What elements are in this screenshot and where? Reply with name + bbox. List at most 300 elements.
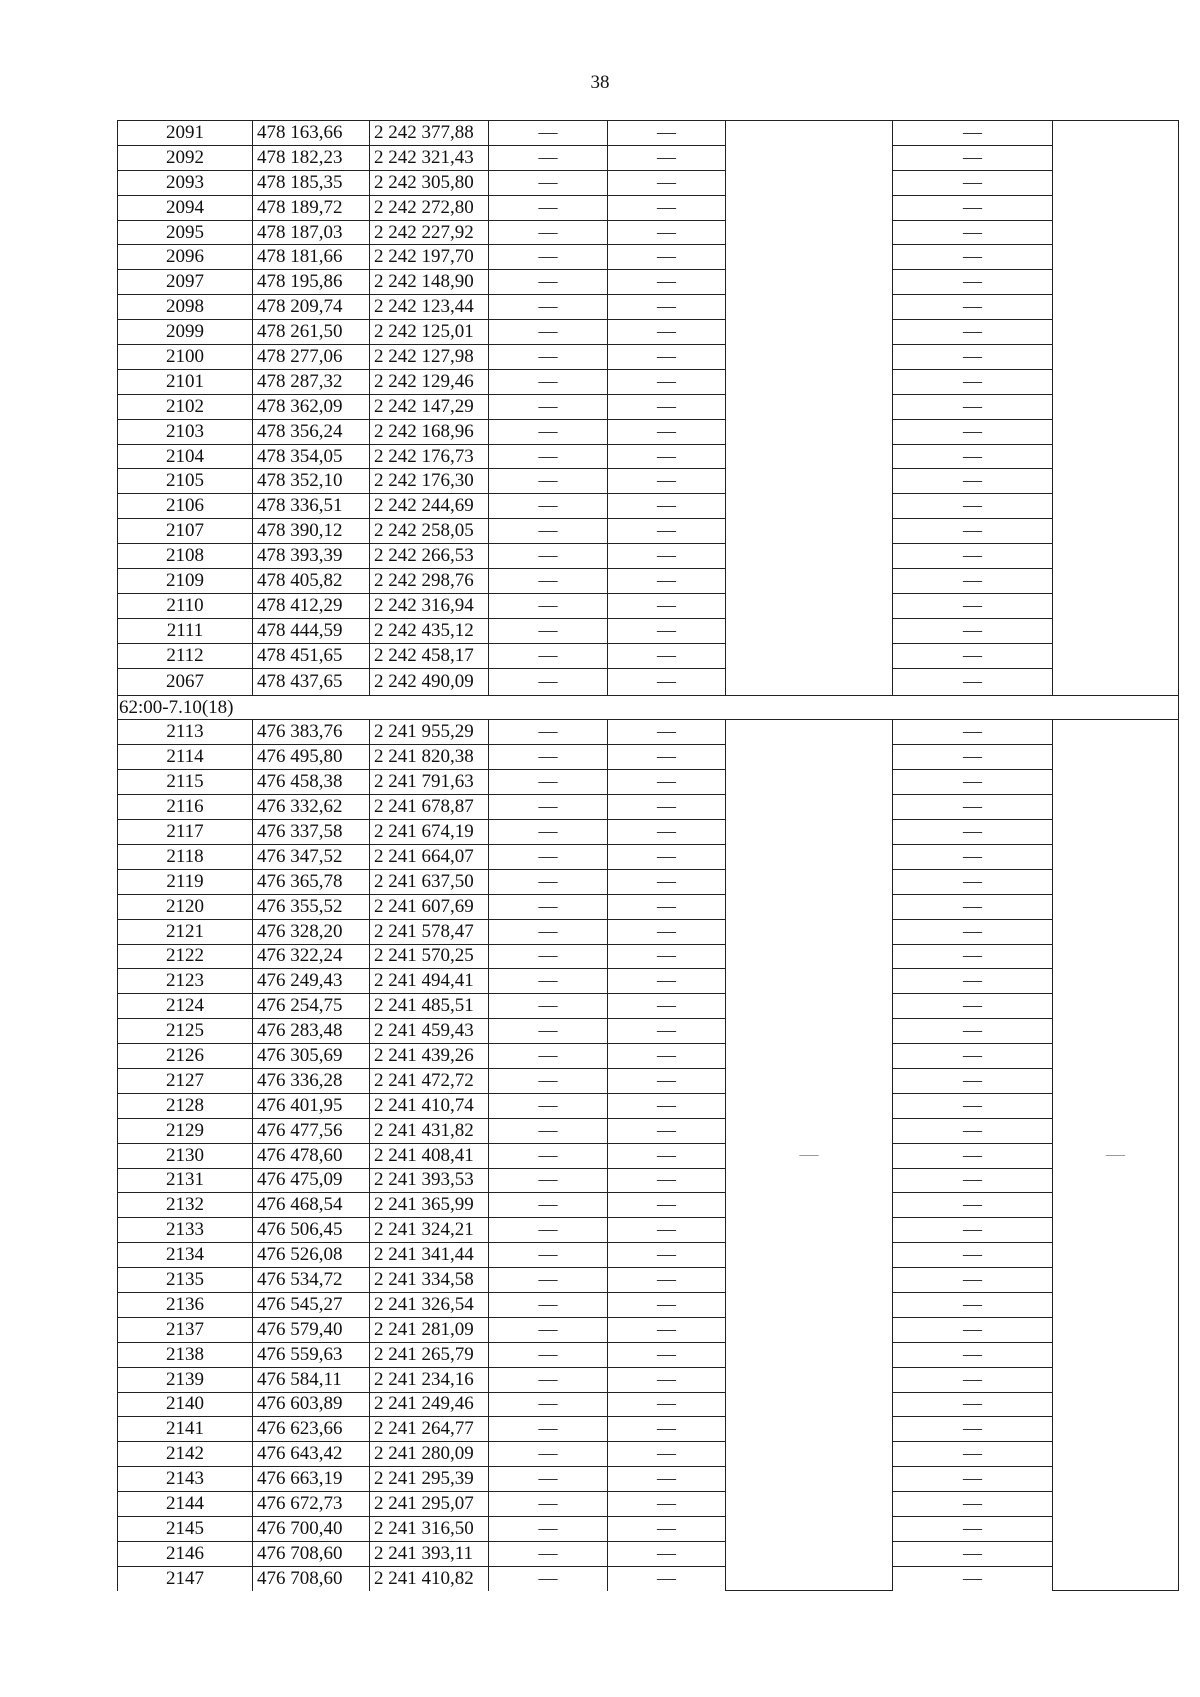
dash-cell: — (608, 394, 726, 419)
dash-cell: — (893, 419, 1053, 444)
y-coordinate-cell: 2 241 607,69 (370, 894, 489, 919)
dash-cell: — (893, 220, 1053, 245)
y-coordinate-cell: 2 241 393,11 (370, 1541, 489, 1566)
y-coordinate-cell: 2 241 264,77 (370, 1417, 489, 1442)
x-coordinate-cell: 478 209,74 (253, 295, 370, 320)
merged-blank-cell: — (1053, 720, 1179, 1591)
x-coordinate-cell: 478 437,65 (253, 668, 370, 695)
x-coordinate-cell: 478 354,05 (253, 444, 370, 469)
y-coordinate-cell: 2 241 955,29 (370, 720, 489, 745)
table-row (118, 494, 1179, 519)
point-number-cell: 2129 (118, 1118, 253, 1143)
dash-cell: — (608, 320, 726, 345)
y-coordinate-cell: 2 242 227,92 (370, 220, 489, 245)
dash-cell: — (893, 170, 1053, 195)
point-number-cell: 2127 (118, 1068, 253, 1093)
point-number-cell: 2100 (118, 345, 253, 370)
point-number-cell: 2099 (118, 320, 253, 345)
point-number-cell: 2114 (118, 745, 253, 770)
dash-cell: — (893, 1068, 1053, 1093)
table-row (118, 519, 1179, 544)
dash-cell: — (608, 1218, 726, 1243)
dash-cell: — (608, 295, 726, 320)
dash-cell: — (608, 1417, 726, 1442)
point-number-cell: 2092 (118, 145, 253, 170)
x-coordinate-cell: 476 336,28 (253, 1068, 370, 1093)
y-coordinate-cell: 2 241 295,07 (370, 1492, 489, 1517)
dash-cell: — (893, 369, 1053, 394)
x-coordinate-cell: 478 187,03 (253, 220, 370, 245)
point-number-cell: 2067 (118, 668, 253, 695)
dash-cell: — (489, 1516, 608, 1541)
table-row (118, 1193, 1179, 1218)
point-number-cell: 2123 (118, 969, 253, 994)
dash-cell: — (608, 668, 726, 695)
dash-cell: — (893, 320, 1053, 345)
dash-cell: — (489, 1044, 608, 1069)
point-number-cell: 2103 (118, 419, 253, 444)
point-number-cell: 2140 (118, 1392, 253, 1417)
dash-cell: — (608, 1193, 726, 1218)
dash-cell: — (893, 544, 1053, 569)
table-row (118, 1068, 1179, 1093)
x-coordinate-cell: 476 623,66 (253, 1417, 370, 1442)
dash-cell: — (893, 444, 1053, 469)
dash-cell: — (893, 494, 1053, 519)
point-number-cell: 2095 (118, 220, 253, 245)
y-coordinate-cell: 2 241 439,26 (370, 1044, 489, 1069)
x-coordinate-cell: 478 444,59 (253, 618, 370, 643)
point-number-cell: 2126 (118, 1044, 253, 1069)
y-coordinate-cell: 2 241 459,43 (370, 1019, 489, 1044)
dash-cell: — (489, 1492, 608, 1517)
point-number-cell: 2112 (118, 643, 253, 668)
x-coordinate-cell: 478 277,06 (253, 345, 370, 370)
merged-blank-cell: — (726, 720, 893, 1591)
x-coordinate-cell: 478 185,35 (253, 170, 370, 195)
x-coordinate-cell: 476 347,52 (253, 844, 370, 869)
table-row (118, 720, 1179, 745)
dash-cell: — (608, 869, 726, 894)
dash-cell: — (489, 944, 608, 969)
dash-cell: — (608, 1243, 726, 1268)
dash-cell: — (489, 569, 608, 594)
dash-cell: — (489, 1118, 608, 1143)
dash-cell: — (489, 1566, 608, 1590)
y-coordinate-cell: 2 242 147,29 (370, 394, 489, 419)
page-number: 38 (590, 72, 610, 93)
dash-cell: — (893, 519, 1053, 544)
x-coordinate-cell: 478 195,86 (253, 270, 370, 295)
table-row (118, 170, 1179, 195)
dash-cell: — (893, 1442, 1053, 1467)
y-coordinate-cell: 2 242 316,94 (370, 593, 489, 618)
dash-cell: — (608, 844, 726, 869)
x-coordinate-cell: 476 584,11 (253, 1367, 370, 1392)
dash-cell: — (489, 894, 608, 919)
dash-cell: — (489, 1243, 608, 1268)
dash-cell: — (608, 419, 726, 444)
dash-cell: — (489, 1143, 608, 1168)
dash-cell: — (893, 1019, 1053, 1044)
dash-cell: — (608, 1492, 726, 1517)
point-number-cell: 2147 (118, 1566, 253, 1590)
point-number-cell: 2138 (118, 1342, 253, 1367)
dash-cell: — (608, 569, 726, 594)
table-row (118, 1268, 1179, 1293)
point-number-cell: 2098 (118, 295, 253, 320)
dash-cell: — (893, 1093, 1053, 1118)
x-coordinate-cell: 478 412,29 (253, 593, 370, 618)
dash-cell: — (608, 1168, 726, 1193)
point-number-cell: 2141 (118, 1417, 253, 1442)
table-row (118, 1492, 1179, 1517)
table-row (118, 469, 1179, 494)
dash-cell: — (489, 720, 608, 745)
y-coordinate-cell: 2 242 168,96 (370, 419, 489, 444)
y-coordinate-cell: 2 241 280,09 (370, 1442, 489, 1467)
x-coordinate-cell: 478 261,50 (253, 320, 370, 345)
dash-cell: — (489, 618, 608, 643)
dash-cell: — (608, 1516, 726, 1541)
table-row (118, 1516, 1179, 1541)
table-row (118, 844, 1179, 869)
dash-cell: — (489, 1417, 608, 1442)
table-row (118, 1317, 1179, 1342)
dash-cell: — (893, 270, 1053, 295)
dash-cell: — (489, 994, 608, 1019)
x-coordinate-cell: 478 356,24 (253, 419, 370, 444)
dash-cell: — (893, 1417, 1053, 1442)
x-coordinate-cell: 476 603,89 (253, 1392, 370, 1417)
point-number-cell: 2109 (118, 569, 253, 594)
dash-cell: — (893, 345, 1053, 370)
dash-cell: — (489, 469, 608, 494)
dash-cell: — (893, 1044, 1053, 1069)
dash-cell: — (608, 170, 726, 195)
dash-cell: — (489, 320, 608, 345)
table-row (118, 345, 1179, 370)
x-coordinate-cell: 476 559,63 (253, 1342, 370, 1367)
dash-cell: — (489, 869, 608, 894)
y-coordinate-cell: 2 242 127,98 (370, 345, 489, 370)
x-coordinate-cell: 478 362,09 (253, 394, 370, 419)
x-coordinate-cell: 478 390,12 (253, 519, 370, 544)
dash-cell: — (608, 1019, 726, 1044)
dash-cell: — (608, 220, 726, 245)
x-coordinate-cell: 476 401,95 (253, 1093, 370, 1118)
point-number-cell: 2107 (118, 519, 253, 544)
x-coordinate-cell: 478 336,51 (253, 494, 370, 519)
y-coordinate-cell: 2 241 637,50 (370, 869, 489, 894)
x-coordinate-cell: 476 328,20 (253, 919, 370, 944)
dash-cell: — (489, 1218, 608, 1243)
x-coordinate-cell: 476 708,60 (253, 1541, 370, 1566)
dash-cell: — (893, 1367, 1053, 1392)
dash-cell: — (608, 1044, 726, 1069)
table-row (118, 618, 1179, 643)
point-number-cell: 2145 (118, 1516, 253, 1541)
point-number-cell: 2111 (118, 618, 253, 643)
y-coordinate-cell: 2 242 377,88 (370, 121, 489, 146)
point-number-cell: 2117 (118, 820, 253, 845)
dash-cell: — (489, 1367, 608, 1392)
dash-cell: — (489, 1168, 608, 1193)
dash-cell: — (489, 220, 608, 245)
point-number-cell: 2118 (118, 844, 253, 869)
y-coordinate-cell: 2 241 249,46 (370, 1392, 489, 1417)
dash-cell: — (893, 1392, 1053, 1417)
y-coordinate-cell: 2 242 123,44 (370, 295, 489, 320)
point-number-cell: 2139 (118, 1367, 253, 1392)
dash-cell: — (893, 919, 1053, 944)
dash-cell: — (608, 1541, 726, 1566)
y-coordinate-cell: 2 242 458,17 (370, 643, 489, 668)
table-row (118, 1566, 1179, 1590)
y-coordinate-cell: 2 241 472,72 (370, 1068, 489, 1093)
dash-cell: — (893, 720, 1053, 745)
dash-cell: — (893, 944, 1053, 969)
point-number-cell: 2094 (118, 195, 253, 220)
table-row (118, 770, 1179, 795)
dash-cell: — (608, 820, 726, 845)
y-coordinate-cell: 2 242 125,01 (370, 320, 489, 345)
dash-cell: — (893, 844, 1053, 869)
y-coordinate-cell: 2 242 490,09 (370, 668, 489, 695)
y-coordinate-cell: 2 241 393,53 (370, 1168, 489, 1193)
dash-cell: — (489, 1467, 608, 1492)
merged-blank-cell (1053, 121, 1179, 696)
y-coordinate-cell: 2 242 321,43 (370, 145, 489, 170)
dash-cell: — (893, 1516, 1053, 1541)
dash-cell: — (893, 618, 1053, 643)
table-row (118, 994, 1179, 1019)
y-coordinate-cell: 2 241 326,54 (370, 1292, 489, 1317)
table-row (118, 1392, 1179, 1417)
table-row (118, 795, 1179, 820)
x-coordinate-cell: 478 181,66 (253, 245, 370, 270)
dash-cell: — (608, 1566, 726, 1590)
dash-cell: — (489, 1093, 608, 1118)
dash-cell: — (893, 593, 1053, 618)
point-number-cell: 2132 (118, 1193, 253, 1218)
x-coordinate-cell: 478 393,39 (253, 544, 370, 569)
dash-cell: — (893, 295, 1053, 320)
dash-cell: — (893, 121, 1053, 146)
dash-cell: — (608, 1442, 726, 1467)
dash-cell: — (893, 969, 1053, 994)
table-row (118, 1342, 1179, 1367)
point-number-cell: 2144 (118, 1492, 253, 1517)
dash-cell: — (608, 1118, 726, 1143)
dash-cell: — (489, 1342, 608, 1367)
dash-cell: — (608, 1093, 726, 1118)
y-coordinate-cell: 2 241 324,21 (370, 1218, 489, 1243)
table-row (118, 1168, 1179, 1193)
dash-cell: — (489, 494, 608, 519)
x-coordinate-cell: 476 468,54 (253, 1193, 370, 1218)
x-coordinate-cell: 476 545,27 (253, 1292, 370, 1317)
x-coordinate-cell: 476 579,40 (253, 1317, 370, 1342)
point-number-cell: 2124 (118, 994, 253, 1019)
table-row (118, 145, 1179, 170)
dash-cell: — (489, 844, 608, 869)
dash-cell: — (608, 1317, 726, 1342)
y-coordinate-cell: 2 241 485,51 (370, 994, 489, 1019)
coordinates-table (117, 120, 1179, 1591)
table-row (118, 270, 1179, 295)
table-row (118, 593, 1179, 618)
dash-cell: — (489, 1442, 608, 1467)
dash-cell: — (489, 919, 608, 944)
y-coordinate-cell: 2 241 408,41 (370, 1143, 489, 1168)
point-number-cell: 2125 (118, 1019, 253, 1044)
dash-cell: — (893, 1292, 1053, 1317)
y-coordinate-cell: 2 242 129,46 (370, 369, 489, 394)
y-coordinate-cell: 2 242 298,76 (370, 569, 489, 594)
x-coordinate-cell: 476 477,56 (253, 1118, 370, 1143)
dash-cell: — (893, 195, 1053, 220)
x-coordinate-cell: 476 506,45 (253, 1218, 370, 1243)
x-coordinate-cell: 478 405,82 (253, 569, 370, 594)
x-coordinate-cell: 476 249,43 (253, 969, 370, 994)
y-coordinate-cell: 2 241 334,58 (370, 1268, 489, 1293)
point-number-cell: 2116 (118, 795, 253, 820)
point-number-cell: 2146 (118, 1541, 253, 1566)
x-coordinate-cell: 476 672,73 (253, 1492, 370, 1517)
dash-cell: — (489, 820, 608, 845)
x-coordinate-cell: 476 478,60 (253, 1143, 370, 1168)
dash-cell: — (608, 270, 726, 295)
dash-cell: — (489, 419, 608, 444)
y-coordinate-cell: 2 241 678,87 (370, 795, 489, 820)
x-coordinate-cell: 476 526,08 (253, 1243, 370, 1268)
dash-cell: — (489, 1268, 608, 1293)
table-row (118, 1118, 1179, 1143)
x-coordinate-cell: 476 700,40 (253, 1516, 370, 1541)
table-row (118, 121, 1179, 146)
dash-cell: — (608, 469, 726, 494)
dash-cell: — (608, 919, 726, 944)
section-label: 62:00-7.10(18) (118, 695, 1179, 720)
dash-cell: — (489, 1068, 608, 1093)
x-coordinate-cell: 476 495,80 (253, 745, 370, 770)
x-coordinate-cell: 476 365,78 (253, 869, 370, 894)
x-coordinate-cell: 478 451,65 (253, 643, 370, 668)
table-row (118, 195, 1179, 220)
point-number-cell: 2121 (118, 919, 253, 944)
dash-cell: — (893, 1118, 1053, 1143)
point-number-cell: 2120 (118, 894, 253, 919)
dash-cell: — (608, 944, 726, 969)
table-row (118, 1367, 1179, 1392)
table-row (118, 320, 1179, 345)
table-row (118, 544, 1179, 569)
point-number-cell: 2128 (118, 1093, 253, 1118)
y-coordinate-cell: 2 242 258,05 (370, 519, 489, 544)
dash-cell: — (893, 1467, 1053, 1492)
dash-cell: — (893, 1566, 1053, 1590)
y-coordinate-cell: 2 241 281,09 (370, 1317, 489, 1342)
dash-cell: — (608, 618, 726, 643)
dash-cell: — (608, 544, 726, 569)
x-coordinate-cell: 476 332,62 (253, 795, 370, 820)
point-number-cell: 2137 (118, 1317, 253, 1342)
point-number-cell: 2142 (118, 1442, 253, 1467)
table-row (118, 745, 1179, 770)
dash-cell: — (608, 121, 726, 146)
point-number-cell: 2101 (118, 369, 253, 394)
table-row (118, 1143, 1179, 1168)
dash-cell: — (893, 245, 1053, 270)
x-coordinate-cell: 478 163,66 (253, 121, 370, 146)
table-row (118, 295, 1179, 320)
y-coordinate-cell: 2 242 272,80 (370, 195, 489, 220)
table-row (118, 369, 1179, 394)
point-number-cell: 2135 (118, 1268, 253, 1293)
x-coordinate-cell: 476 337,58 (253, 820, 370, 845)
dash-cell: — (893, 1492, 1053, 1517)
y-coordinate-cell: 2 241 234,16 (370, 1367, 489, 1392)
point-number-cell: 2104 (118, 444, 253, 469)
point-number-cell: 2091 (118, 121, 253, 146)
table-row (118, 1541, 1179, 1566)
dash-cell: — (608, 795, 726, 820)
table-row (118, 245, 1179, 270)
x-coordinate-cell: 476 475,09 (253, 1168, 370, 1193)
point-number-cell: 2130 (118, 1143, 253, 1168)
dash-cell: — (608, 1143, 726, 1168)
dash-cell: — (608, 444, 726, 469)
dash-cell: — (489, 519, 608, 544)
dash-cell: — (489, 593, 608, 618)
dash-cell: — (489, 770, 608, 795)
dash-cell: — (893, 1268, 1053, 1293)
dash-cell: — (608, 894, 726, 919)
table-row (118, 869, 1179, 894)
table-row (118, 1442, 1179, 1467)
table-row (118, 894, 1179, 919)
table-row (118, 569, 1179, 594)
x-coordinate-cell: 476 458,38 (253, 770, 370, 795)
dash-cell: — (608, 245, 726, 270)
dash-cell: — (608, 593, 726, 618)
table-row (118, 419, 1179, 444)
x-coordinate-cell: 476 355,52 (253, 894, 370, 919)
dash-cell: — (608, 345, 726, 370)
dash-cell: — (489, 369, 608, 394)
point-number-cell: 2097 (118, 270, 253, 295)
point-number-cell: 2106 (118, 494, 253, 519)
table-row (118, 220, 1179, 245)
table-row (118, 1218, 1179, 1243)
dash-cell: — (893, 394, 1053, 419)
dash-cell: — (489, 643, 608, 668)
x-coordinate-cell: 476 643,42 (253, 1442, 370, 1467)
x-coordinate-cell: 476 534,72 (253, 1268, 370, 1293)
dash-cell: — (608, 1392, 726, 1417)
dash-cell: — (608, 643, 726, 668)
x-coordinate-cell: 476 708,60 (253, 1566, 370, 1590)
table-row (118, 919, 1179, 944)
table-row (118, 820, 1179, 845)
dash-cell: — (608, 745, 726, 770)
dash-cell: — (893, 994, 1053, 1019)
dash-cell: — (489, 245, 608, 270)
dash-cell: — (608, 1467, 726, 1492)
dash-cell: — (893, 569, 1053, 594)
dash-cell: — (608, 720, 726, 745)
